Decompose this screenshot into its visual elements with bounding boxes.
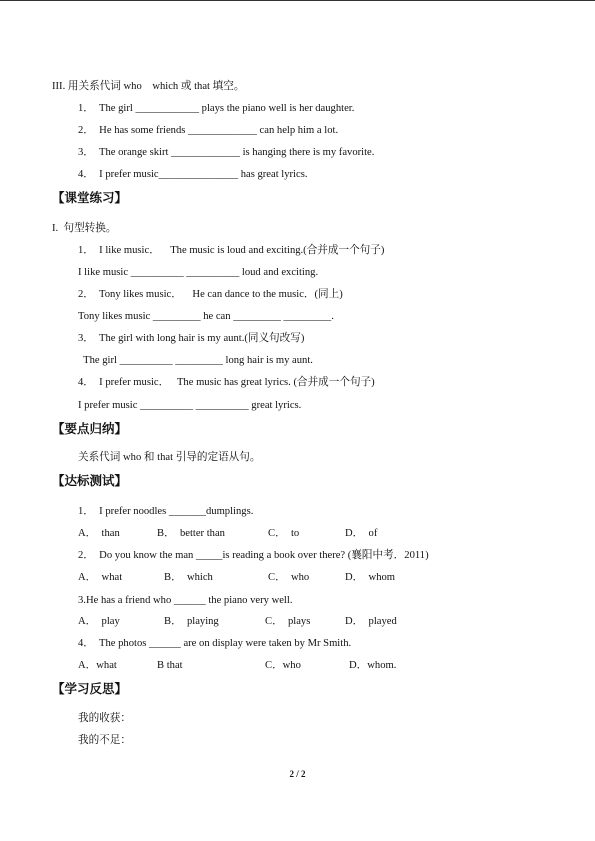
- option: B． better than: [157, 528, 225, 539]
- option: C． to: [268, 528, 300, 539]
- reflection-heading: 【学习反思】: [52, 681, 128, 696]
- answer-line: Tony likes music _________ he can _________ _________.: [78, 311, 334, 322]
- option: B． playing: [164, 616, 219, 627]
- option: A． what: [78, 572, 123, 583]
- key-points-text: 关系代词 who 和 that 引导的定语从句。: [78, 452, 261, 463]
- question-2: 2． Do you know the man _____is reading a book over there? (襄阳中考．2011): [78, 550, 429, 561]
- option: B that: [157, 660, 183, 671]
- option: D． played: [345, 616, 397, 627]
- option: C．who: [265, 660, 301, 671]
- exercise-item: 4． I prefer music_______________ has great lyrics.: [78, 169, 308, 180]
- answer-line: I like music __________ __________ loud and exciting.: [78, 267, 319, 278]
- option: A． play: [78, 616, 120, 627]
- reflection-lack: 我的不足：: [78, 735, 131, 746]
- section-title: III. 用关系代词 who which 或 that 填空。: [52, 81, 245, 92]
- exercise-item: 2． He has some friends _____________ can help him a lot.: [78, 125, 339, 136]
- question-4: 4． The photos ______ are on display were taken by Mr Smith.: [78, 638, 352, 649]
- question-1: 1． I prefer noodles _______dumplings.: [78, 506, 254, 517]
- option: D． of: [345, 528, 378, 539]
- option: D． whom: [345, 572, 396, 583]
- test-heading: 【达标测试】: [52, 473, 128, 488]
- top-rule: [0, 0, 595, 1]
- exercise-item: 3． The orange skirt _____________ is hanging there is my favorite.: [78, 147, 375, 158]
- key-points-heading: 【要点归纳】: [52, 421, 128, 436]
- option: B． which: [164, 572, 213, 583]
- exercise-item: 1． The girl ____________ plays the piano well is her daughter.: [78, 103, 355, 114]
- reflection-gain: 我的收获：: [78, 713, 131, 724]
- classroom-heading: 【课堂练习】: [52, 190, 128, 205]
- option: A． than: [78, 528, 120, 539]
- exercise-item: 1． I like music． The music is loud and exciting.(合并成一个句子): [78, 245, 385, 256]
- exercise-item: 3． The girl with long hair is my aunt.(同义句改写): [78, 333, 305, 344]
- option: A．what: [78, 660, 117, 671]
- answer-line: I prefer music __________ __________ great lyrics.: [78, 400, 302, 411]
- option: C． plays: [265, 616, 311, 627]
- page-number: 2 / 2: [289, 769, 306, 779]
- option: C． who: [268, 572, 310, 583]
- question-3: 3.He has a friend who ______ the piano very well.: [78, 595, 293, 606]
- exercise-item: 4． I prefer music． The music has great lyrics. (合并成一个句子): [78, 377, 375, 388]
- classroom-subtitle: I. 句型转换。: [52, 223, 117, 234]
- answer-line: The girl __________ _________ long hair is my aunt.: [78, 355, 313, 366]
- option: D．whom.: [349, 660, 397, 671]
- exercise-item: 2． Tony likes music． He can dance to the music．(同上): [78, 289, 343, 300]
